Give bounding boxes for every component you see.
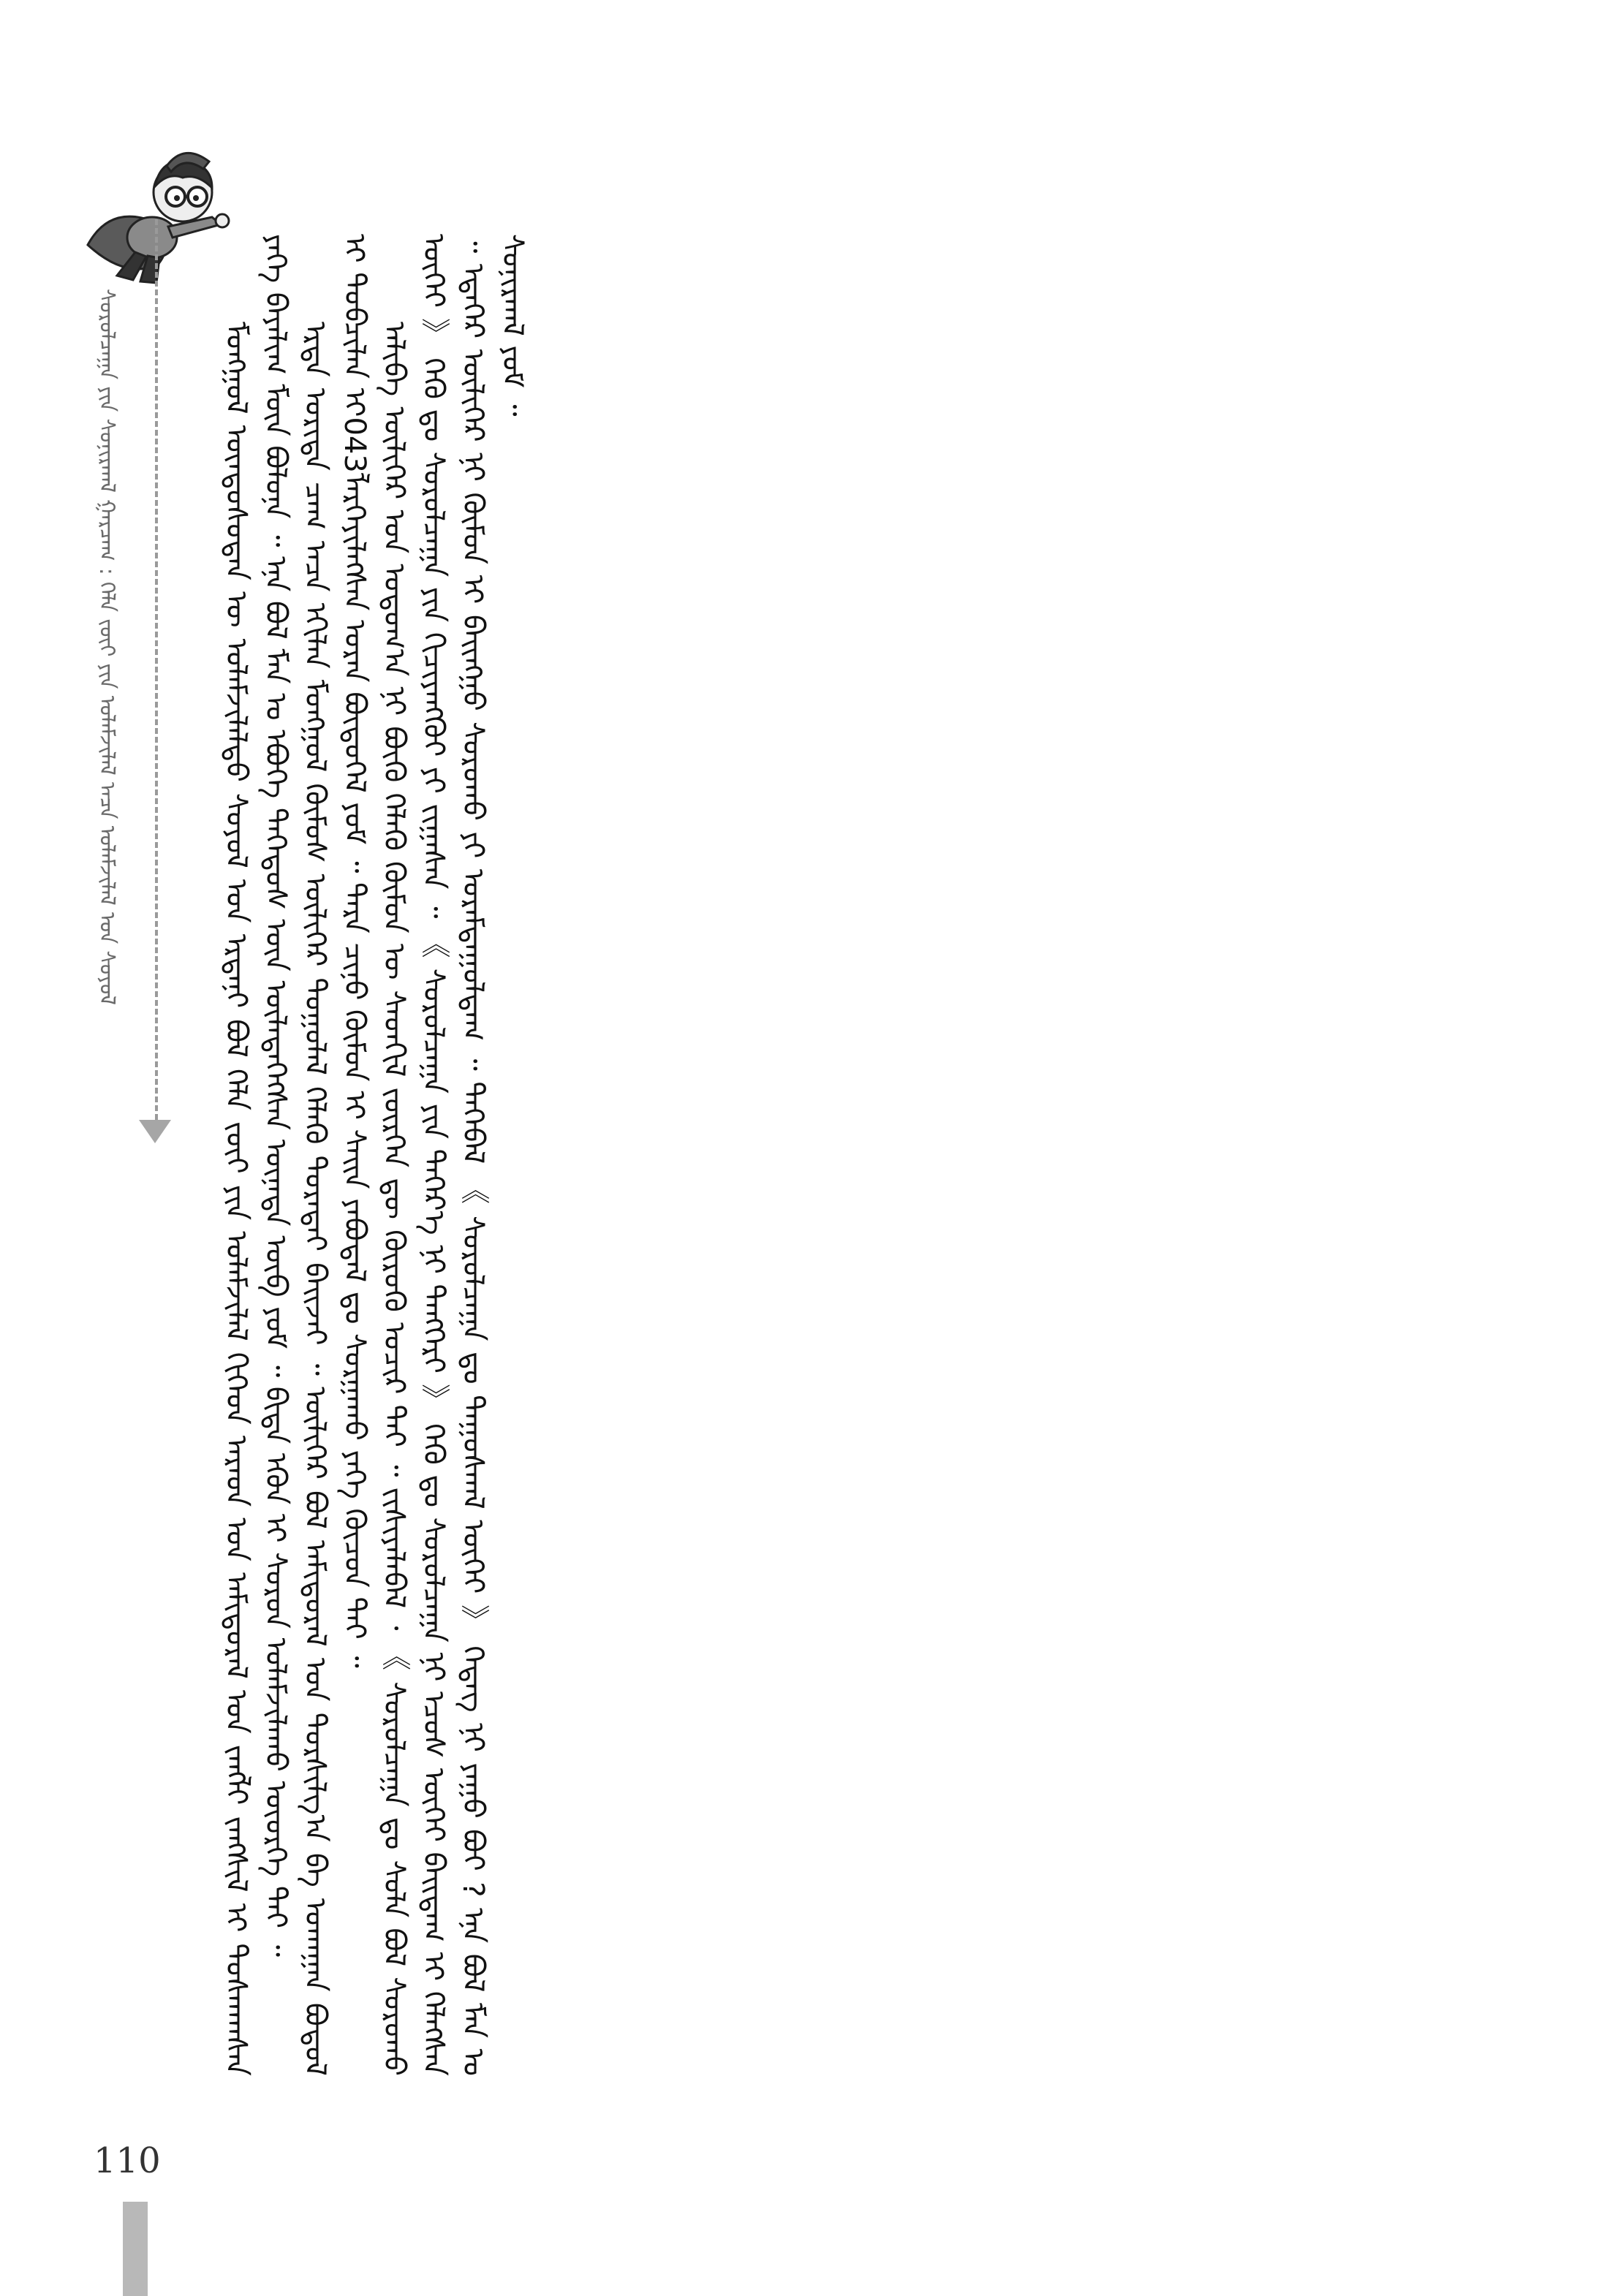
page-number: 110 xyxy=(94,2140,161,2181)
triangle-arrow-icon xyxy=(136,1117,174,1146)
paragraph-1: ᠮᠣᠩᠭᠣᠯ ᠦᠨᠳᠦᠰᠦᠲᠡᠨ ᠦ ᠤᠯᠠᠮᠵᠢᠯᠠᠯᠲᠤ ᠰᠣᠶᠣᠯ ᠤᠨ ᠡᠷᠳᠡᠨᠢ ᠪᠣᠯ ᠬᠡᠯᠡ ᠵᠦᠢ ᠶᠢᠨ ᠤᠯᠠᠮᠵᠢᠯᠠᠯ ᠬᠢᠭᠡᠳ ᠠᠷᠠᠳ ᠤᠨ ᠠᠮᠢᠳᠤᠷᠠᠯ ᠤᠨ ᠵᠠᠩᠯᠢ ᠵᠠᠩᠰᠢᠯ ᠢ ᠲᠤᠰᠬᠠᠭᠰᠠᠨ ᠶᠡᠬᠡ ᠪᠠᠶᠠᠯᠢᠭ ᠮᠥᠨ ᠪᠣᠯᠤᠨᠠ ᠃ ᠡᠨᠡ ᠪᠣᠯ ᠮᠠᠨ ᠤ ᠡᠪᠦᠭᠡ ᠳᠡᠭᠡᠳᠦᠰ ᠦᠨ ᠦᠯᠡᠳᠡᠭᠡᠭᠰᠡᠨ ᠦᠨᠡᠲᠡ ᠦᠪ ᠶᠤᠮ ᠃ ᠪᠢᠳᠡ ᠡᠭᠦᠨ ᠢ ᠰᠤᠷᠤᠨ ᠤᠯᠠᠮᠵᠢᠯᠠᠬᠤ ᠦᠦᠷᠭᠡ ᠲᠠᠢ ᠃ xyxy=(219,234,292,2076)
header-divider-line xyxy=(155,219,158,1120)
running-header: ᠰᠤᠷᠤᠯᠴᠠᠭᠠ ᠶᠢᠨ ᠰᠣᠨᠢᠷᠬᠠᠯ ᠭᠠᠷᠴᠠᠭ : ᠬᠡᠯᠡ ᠵᠦᠢ ᠶᠢᠨ ᠤᠯᠠᠮᠵᠢᠯᠠᠯ ᠠᠴᠠ ᠤᠯᠠᠮᠵᠢᠯᠠᠯ ᠤᠨ ᠰᠣᠶᠣᠯ xyxy=(95,289,120,1006)
page-edge-tab xyxy=(123,2202,148,2296)
paragraph-3: ᠠᠯᠢᠪᠠ ᠦᠯᠢᠭᠡᠷ ᠤᠨ ᠤᠲᠤᠭ᠎ᠠ ᠨᠢ ᠪᠦᠬᠦ ᠬᠡᠯᠡᠬᠦ ᠬᠦᠮᠦᠨ ᠦ ᠰᠡᠳᠭᠢᠯ ᠵᠦᠷᠬᠡᠨ ᠳᠦ ᠬᠦᠷᠦᠬᠦ ᠤᠴᠢᠷ ᠲᠠᠢ ᠃ ᠵᠢᠱᠢᠶᠡᠯᠡᠪᠡᠯ ᠂ 《 ᠰᠤᠷᠤᠯᠴᠠᠭᠠ ᠳᠤ ᠰᠤᠯᠠ ᠪᠣᠯ ᠰᠤᠷᠤᠬᠤ ᠦᠭᠡᠢ 》 ᠭᠡᠬᠦ ᠳᠤ ᠰᠤᠷᠤᠯᠴᠠᠭᠠ ᠶᠢᠨ ᠬᠢᠴᠢᠶᠡᠩᠭᠦᠢ ᠶᠢ ᠵᠢᠭᠠᠰᠠᠨ ᠃ 《 ᠰᠤᠷᠤᠯᠴᠠᠭᠠ ᠶᠢᠨ ᠳᠡᠭᠡᠷ᠎ᠡ ᠨᠢ ᠲᠡᠩᠭᠡᠷᠢ 》 ᠭᠡᠬᠦ ᠳᠤ ᠰᠤᠷᠤᠯᠴᠠᠭᠠ ᠨᠢ ᠡᠴᠦᠰ ᠦᠭᠡᠢ ᠪᠠᠢᠳᠠᠭ ᠢ ᠬᠡᠯᠡᠭᠰᠡᠨ ᠃ ᠡᠳᠡᠭᠡᠷ ᠦᠯᠢᠭᠡᠷ ᠨᠢ ᠬᠦᠮᠦᠨ ᠢ ᠪᠠᠢᠩᠭᠤ ᠰᠤᠷᠤᠬᠤ ᠶᠢ ᠤᠷᠠᠮᠳᠠᠭᠤᠯᠳᠠᠭ ᠃ ᠲᠡᠭᠡᠪᠡᠯ 《 ᠰᠤᠷᠤᠯᠴᠠᠭᠠ ᠳᠤ ᠳᠠᠭᠤᠰᠬᠠᠯ ᠦᠭᠡᠢ 》 ᠭᠡᠳᠡᠭ ᠨᠢ ᠶᠠᠭᠤ ᠪᠤᠢ ? ᠡᠨᠡ ᠪᠣᠯ ᠮᠠᠨ ᠤ ᠰᠣᠨᠢᠷᠬᠠᠯ ᠶᠤᠮ ᠃ xyxy=(377,234,529,2076)
main-text-body xyxy=(216,234,1459,2076)
paragraph-2: ᠡᠷᠲᠡ ᠤᠷᠢᠳᠠ ᠴᠠᠭ ᠠᠴᠠ ᠡᠬᠢᠯᠡᠨ ᠮᠣᠩᠭᠣᠯ ᠬᠦᠮᠦᠰ ᠦᠯᠢᠭᠡᠷ ᠳᠤᠭᠤᠯᠠᠯ ᠬᠡᠯᠡᠬᠦ ᠳᠤᠷᠠᠲᠠᠢ ᠪᠠᠢᠵᠡᠢ ᠃ ᠦᠯᠢᠭᠡᠷ ᠪᠣᠯ ᠠᠮᠢᠳᠤᠷᠠᠯ ᠤᠨ ᠲᠤᠷᠰᠢᠯᠭ᠎ᠠ ᠪᠠ ᠤᠬᠠᠭᠠᠨ ᠪᠣᠳᠤᠯ ᠢ ᠲᠣᠪᠴᠢᠯᠠᠨ ᠢ043ᠯᠡᠷᠬᠡᠶᠢᠯᠡᠭᠰᠡᠨ ᠤᠷᠠᠨ ᠪᠦᠲᠦᠭᠡᠯ ᠶᠤᠮ ᠃ ᠲᠡᠷᠡ ᠴᠢᠨᠤ ᠬᠦᠮᠦᠨ ᠢ ᠰᠠᠢᠨ ᠶᠠᠪᠤᠳᠠᠯ ᠳᠤ ᠰᠤᠷᠭᠠᠬᠤ ᠶᠡᠬᠡ ᠬᠦᠴᠦᠨ ᠲᠡᠢ ᠃ xyxy=(298,234,371,2076)
boy-mascot-illustration xyxy=(66,135,234,289)
